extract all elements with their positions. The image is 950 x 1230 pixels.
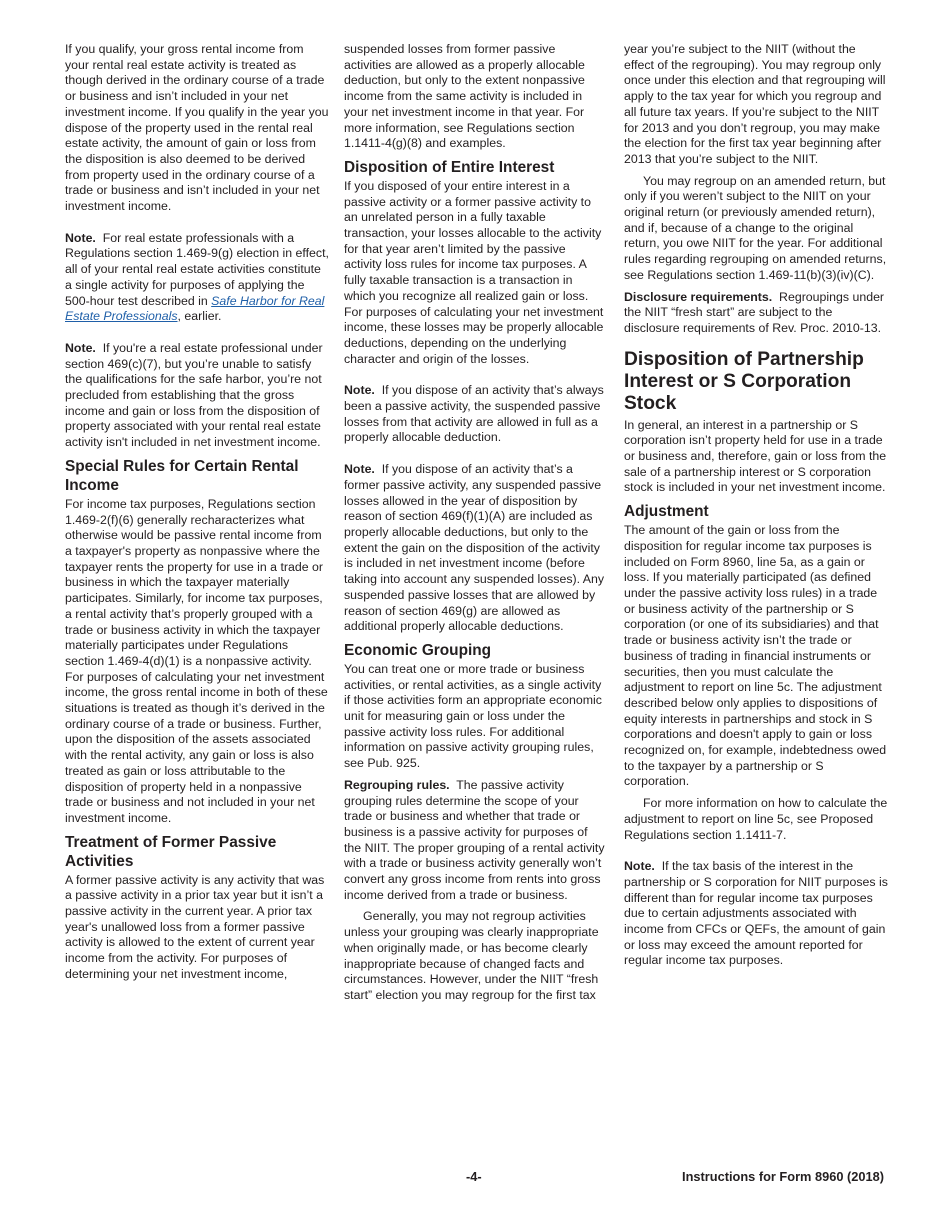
column-middle xyxy=(344,42,606,1004)
paragraph-special-rules: For income tax purposes, Regulations section 1.469-2(f)(6) generally recharacterizes what otherwise would be passive rental income from a taxpayer's property as nonpassive where the taxpayer rents the property for use in a trade or business in which the taxpayer materially participates. Similarly, for income tax purposes, a rental activity that’s properly grouped with a trade or business activity in which the taxpayer materially participates under Regulations section 1.469-4(d)(1) is a nonpassive activity. For purposes of calculating your net investment income, the gross rental income in both of these situations is treated as though it’s derived in the ordinary course of a trade or business. Further, upon the disposition of the assets associated with the rental activity, any gain or loss is also treated as gain or loss attributable to the disposition of property held in a nonpassive trade or business and not included in your net investment income. xyxy=(65,496,328,825)
paragraph-suspended-losses: suspended losses from former passive activities are allowed as a properly allocable deduction, but only to the extent nonpassive income from the same activity is included in your net investment income in that year. For more information, see Regulations section 1.1411-4(g)(8) and examples. xyxy=(344,42,585,151)
note-safe-harbor xyxy=(65,341,329,451)
paragraph-entire-interest: If you disposed of your entire interest in a passive activity or a former passive activity to an unrelated person in a fully taxable transaction, your losses allocable to the activity for that year aren’t limited by the passive activity loss rules for income tax purposes. A fully taxable transaction is a transaction in which you recognize all realized gain or loss. For purposes of calculating your net investment income, these losses may be properly allocable deductions, depending on the underlying character and origin of the losses. xyxy=(344,178,604,366)
note-text: For real estate professionals with a Regulations section 1.469-9(g) election in effect, all of your rental real estate activities constitute a single activity for purposes of applying the 500-hour test described in xyxy=(65,230,329,308)
paragraph-disclosure xyxy=(624,290,888,337)
note-former-passive xyxy=(344,462,606,635)
paragraph-generally: Generally, you may not regroup activities unless your grouping was clearly inappropriate when originally made, or has become clearly inappropriate because of changed facts and circumstances. However, under the NIIT “fresh start” election you may regroup for the first tax xyxy=(344,909,599,1002)
paragraph-regroup-once: year you’re subject to the NIIT (without the effect of the regrouping). You may regroup only once under this election and that regrouping will apply to the tax year for which you regroup and all future tax years. If you’re subject to the NIIT for 2013 and you don’t regroup, you may make the election for the first tax year beginning after 2013 that you’re subject to the NIIT. xyxy=(624,42,886,166)
column-left xyxy=(65,42,329,983)
note-text-end: , earlier. xyxy=(177,309,222,324)
paragraph-qualify: If you qualify, your gross rental income from your rental real estate activity is treated as though derived in the ordinary course of a trade or business and isn’t included in your net investment income. If you qualify in the year you dispose of the property used in the rental real estate activity, the amount of gain or loss from the disposition is also deemed to be derived from property used in the ordinary course of a trade or business and isn’t included in your net investment income. xyxy=(65,42,329,214)
note-text: If you dispose of an activity that’s always been a passive activity, the suspended passive losses from that activity are allowed in full as a properly allocable deduction. xyxy=(344,383,604,445)
paragraph-partnership-interest: In general, an interest in a partnership or S corporation isn’t property held for use in a trade or business and, therefore, gain or loss from the sale of a partnership interest or S corporation stock is included in your net investment income. xyxy=(624,417,887,495)
run-in-text: Regroupings under the NIIT “fresh start” are subject to the disclosure requirements of Rev. Proc. 2010-13. xyxy=(624,289,885,335)
note-tax-basis xyxy=(624,859,888,969)
page-number: -4- xyxy=(466,1169,482,1184)
paragraph-economic-grouping: You can treat one or more trade or business activities, or rental activities, as a single activity if those activities form an appropriate economic unit for measuring gain or loss under the passive activity loss rules. For additional information on passive activity grouping rules, see Pub. 925. xyxy=(344,661,602,771)
paragraph-amended-return: You may regroup on an amended return, but only if you weren’t subject to the NIIT on your original return (or previously amended return), and if, because of a change to the original return, you owe NIIT for the year. For additional rules regarding regrouping on amended returns, see Regulations section 1.469-11(b)(3)(iv)(C). xyxy=(624,173,887,282)
heading-former-passive: Treatment of Former Passive Activities xyxy=(65,833,277,870)
heading-economic-grouping: Economic Grouping xyxy=(344,641,492,659)
note-label: Note. xyxy=(344,462,375,477)
run-in-label: Disclosure requirements. xyxy=(624,289,773,304)
run-in-text: The passive activity grouping rules determine the scope of your trade or business and whether that trade or business is a passive activity for purposes of the NIIT. The proper grouping of a rental activity with a trade or business activity generally won’t convert any gross income from rents into gross income derived from a trade or business. xyxy=(344,777,605,902)
note-text: If you're a real estate professional under section 469(c)(7), but you’re unable to satisfy the qualifications for the safe harbor, you’re not precluded from establishing that the gross income and gain or loss from the disposition of property associated with your rental real estate activity isn't included in net investment income. xyxy=(65,340,323,450)
heading-entire-interest: Disposition of Entire Interest xyxy=(344,158,555,176)
note-real-estate-professionals xyxy=(65,231,329,325)
note-always-passive xyxy=(344,383,606,446)
run-in-label: Regrouping rules. xyxy=(344,777,450,792)
note-text: If you dispose of an activity that’s a former passive activity, any suspended passive losses allowed in the year of disposition by reason of section 469(f)(1)(A) are included as properly allocable deductions, but only to the extent the gain on the disposition of the activity is included in net investment income (before taking into account any suspended losses). Any suspended passive losses that are allowed by reason of section 469(g) are allowed as additional properly allocable deductions. xyxy=(344,462,605,634)
note-label: Note. xyxy=(65,340,96,355)
footer-form-title: Instructions for Form 8960 (2018) xyxy=(682,1169,884,1184)
note-label: Note. xyxy=(624,859,655,874)
heading-partnership-interest: Disposition of Partnership Interest or S Corporation Stock xyxy=(624,348,864,414)
heading-adjustment: Adjustment xyxy=(624,503,709,521)
heading-special-rules: Special Rules for Certain Rental Income xyxy=(65,457,299,494)
note-label: Note. xyxy=(344,383,375,398)
paragraph-regrouping-rules xyxy=(344,778,606,904)
paragraph-more-info: For more information on how to calculate the adjustment to report on line 5c, see Proposed Regulations section 1.1411-7. xyxy=(624,796,888,842)
paragraph-former-passive: A former passive activity is any activity that was a passive activity in a prior tax year but it isn’t a passive activity in the current year. A prior tax year's unallowed loss from a former passive activity is allowed to the extent of current year income from the activity. For purposes of determining your net investment income, xyxy=(65,872,325,981)
note-text: If the tax basis of the interest in the partnership or S corporation for NIIT purposes is different than for regular income tax purposes due to certain adjustments associated with income from CFCs or QEFs, the amount of gain or loss may exceed the amount reported for regular income tax purposes. xyxy=(624,859,888,968)
safe-harbor-link[interactable]: Safe Harbor for Real Estate Professionals xyxy=(65,293,325,324)
column-right xyxy=(624,42,888,969)
note-label: Note. xyxy=(65,230,96,245)
paragraph-adjustment: The amount of the gain or loss from the disposition for regular income tax purposes is included on Form 8960, line 5a, as a gain or loss. If you materially participated (as defined under the passive activity loss rules) in a trade or business activity of the partnership or S corporation (or one of its subsidiaries) and that trade or business activity isn’t the trade or business of trading in financial instruments or securities, then you must calculate the adjustment to report on line 5c. The adjustment described below only applies to dispositions of equity interests in partnerships and stock in S corporations and doesn't apply to gain or loss recognized on, for example, indebtedness owed to the taxpayer by a partnership or S corporation. xyxy=(624,523,887,789)
